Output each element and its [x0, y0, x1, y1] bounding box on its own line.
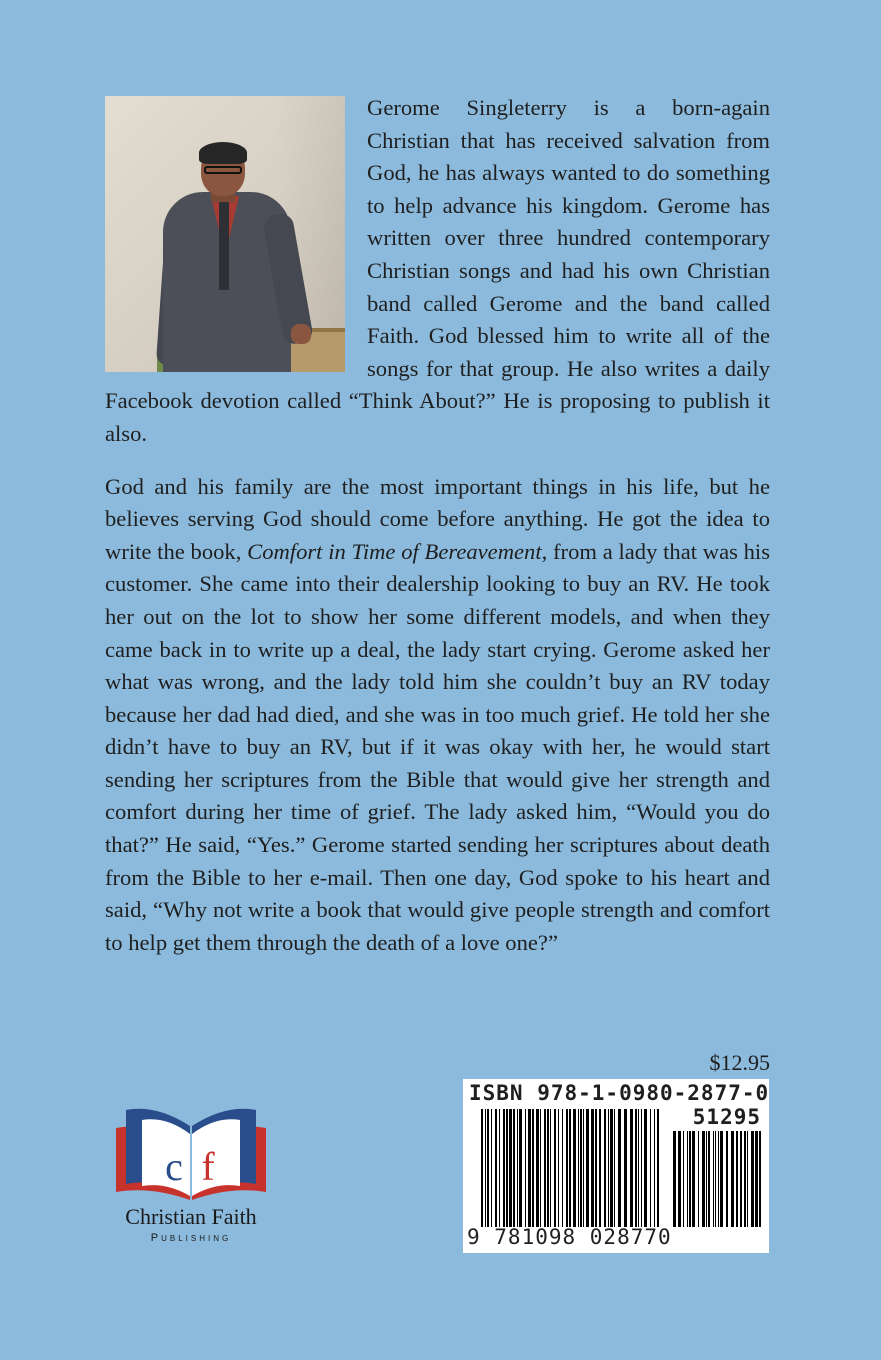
- open-book-icon: [106, 1100, 276, 1204]
- barcode-bar: [487, 1109, 489, 1227]
- barcode-bar: [702, 1131, 705, 1227]
- barcode-bar: [550, 1109, 551, 1227]
- barcode-bar: [599, 1109, 601, 1227]
- barcode-bar: [583, 1109, 584, 1227]
- barcode-bar: [692, 1131, 695, 1227]
- barcode-bar: [726, 1131, 728, 1227]
- publisher-subtitle: Publishing: [150, 1232, 232, 1244]
- barcode-bar: [744, 1131, 746, 1227]
- barcode-bar: [610, 1109, 613, 1227]
- barcode-bar: [591, 1109, 594, 1227]
- logo-monogram-c: c: [165, 1144, 183, 1189]
- barcode-bar: [638, 1109, 639, 1227]
- barcode-bar: [736, 1131, 738, 1227]
- barcode-bar: [698, 1131, 699, 1227]
- barcode-bar: [644, 1109, 647, 1227]
- barcode-bar: [558, 1109, 559, 1227]
- barcode-bar: [641, 1109, 642, 1227]
- barcode-bar: [706, 1131, 707, 1227]
- barcode-bar: [708, 1131, 710, 1227]
- barcode-bar: [566, 1109, 568, 1227]
- paragraph-text-end: , from a lady that was his customer. She came into their dealership looking to buy an RV. He took her out on the lot to show her some different models, and when they came back in to write up a deal, the lady start crying. Gerome asked her what was wrong, and the lady told him she couldn’t buy an RV today because her dad had died, and she was in too much grief. He told her she didn’t have to buy an RV, but if it was okay with her, he would start sending her scriptures from the Bible that would give her strength and comfort during her time of grief. The lady asked him, “Would you do that?” He said, “Yes.” Gerome started sending her scriptures about death from the Bible to her e-mail. Then one day, God spoke to his heart and said, “Why not write a book that would give people strength and comfort to help get them through the death of a love one?”: [105, 538, 770, 955]
- barcode-bar: [481, 1109, 483, 1227]
- isbn-number: ISBN 978-1-0980-2877-0: [469, 1081, 770, 1105]
- barcode-bar: [547, 1109, 549, 1227]
- barcode-bar: [580, 1109, 582, 1227]
- barcode-bar: [718, 1131, 719, 1227]
- ean-barcode-bars: [481, 1109, 659, 1227]
- barcode-bar: [635, 1109, 637, 1227]
- barcode-bar: [513, 1109, 515, 1227]
- barcode-bar: [495, 1109, 497, 1227]
- barcode-bar: [689, 1131, 691, 1227]
- barcode-bar: [751, 1131, 754, 1227]
- barcode-bar: [525, 1109, 526, 1227]
- barcode-bar: [544, 1109, 546, 1227]
- barcode-bar: [573, 1109, 576, 1227]
- addon-barcode-bars: [673, 1131, 763, 1227]
- barcode-bar: [485, 1109, 486, 1227]
- barcode-bar: [562, 1109, 563, 1227]
- barcode-bar: [740, 1131, 742, 1227]
- book-origin-paragraph: [105, 471, 770, 960]
- barcode-bar: [595, 1109, 597, 1227]
- book-title: Comfort in Time of Bereavement: [247, 538, 542, 564]
- publisher-logo: [106, 1100, 276, 1252]
- ean-digits: 9 781098 028770: [467, 1225, 672, 1249]
- barcode-bar: [604, 1109, 606, 1227]
- barcode-bar: [713, 1131, 714, 1227]
- barcode-bar: [747, 1131, 748, 1227]
- barcode-bar: [532, 1109, 534, 1227]
- barcode-bar: [540, 1109, 541, 1227]
- barcode-bar: [618, 1109, 621, 1227]
- barcode-bar: [654, 1109, 655, 1227]
- barcode-bar: [586, 1109, 589, 1227]
- barcode-bar: [731, 1131, 734, 1227]
- paragraph-text-start: God and his family are the most important things in his life, but he believes serving God should come before anything. He got the idea to write the book,: [105, 473, 770, 564]
- barcode-bar: [578, 1109, 579, 1227]
- barcode-bar: [657, 1109, 659, 1227]
- barcode-bar: [491, 1109, 492, 1227]
- barcode-bar: [630, 1109, 633, 1227]
- barcode-bar: [569, 1109, 571, 1227]
- barcode-bar: [528, 1109, 531, 1227]
- price-addon-code: 51295: [692, 1105, 761, 1129]
- barcode-bar: [506, 1109, 508, 1227]
- barcode-bar: [519, 1109, 522, 1227]
- barcode-bar: [499, 1109, 500, 1227]
- barcode-bar: [755, 1131, 758, 1227]
- barcode-bar: [715, 1131, 716, 1227]
- author-bio-paragraph: Gerome Singleterry is a born-again Christian that has received salvation from God, he has always wanted to do something to help advance his kingdom. Gerome has written over three hundred contemporary Christian songs and had his own Christian band called Gerome and the band called Faith. God blessed him to write all of the songs for that group. He also writes a daily Facebook devotion called “Think About?” He is proposing to publish it also.: [105, 95, 770, 446]
- barcode-bar: [720, 1131, 723, 1227]
- barcode-bar: [678, 1131, 681, 1227]
- barcode-bar: [687, 1131, 688, 1227]
- barcode-bar: [517, 1109, 518, 1227]
- barcode-bar: [759, 1131, 761, 1227]
- barcode-bar: [503, 1109, 505, 1227]
- publisher-name: Christian Faith: [125, 1204, 257, 1229]
- logo-monogram-f: f: [201, 1144, 215, 1189]
- barcode-bar: [608, 1109, 609, 1227]
- barcode-bar: [509, 1109, 512, 1227]
- author-photo: [105, 96, 345, 372]
- barcode-bar: [614, 1109, 615, 1227]
- price: $12.95: [709, 1050, 770, 1075]
- barcode-bar: [683, 1131, 684, 1227]
- isbn-barcode: [463, 1079, 769, 1253]
- back-cover-text: [105, 92, 770, 959]
- barcode-bar: [673, 1131, 676, 1227]
- barcode-bar: [650, 1109, 651, 1227]
- barcode-bar: [624, 1109, 627, 1227]
- barcode-bar: [554, 1109, 556, 1227]
- barcode-bar: [536, 1109, 539, 1227]
